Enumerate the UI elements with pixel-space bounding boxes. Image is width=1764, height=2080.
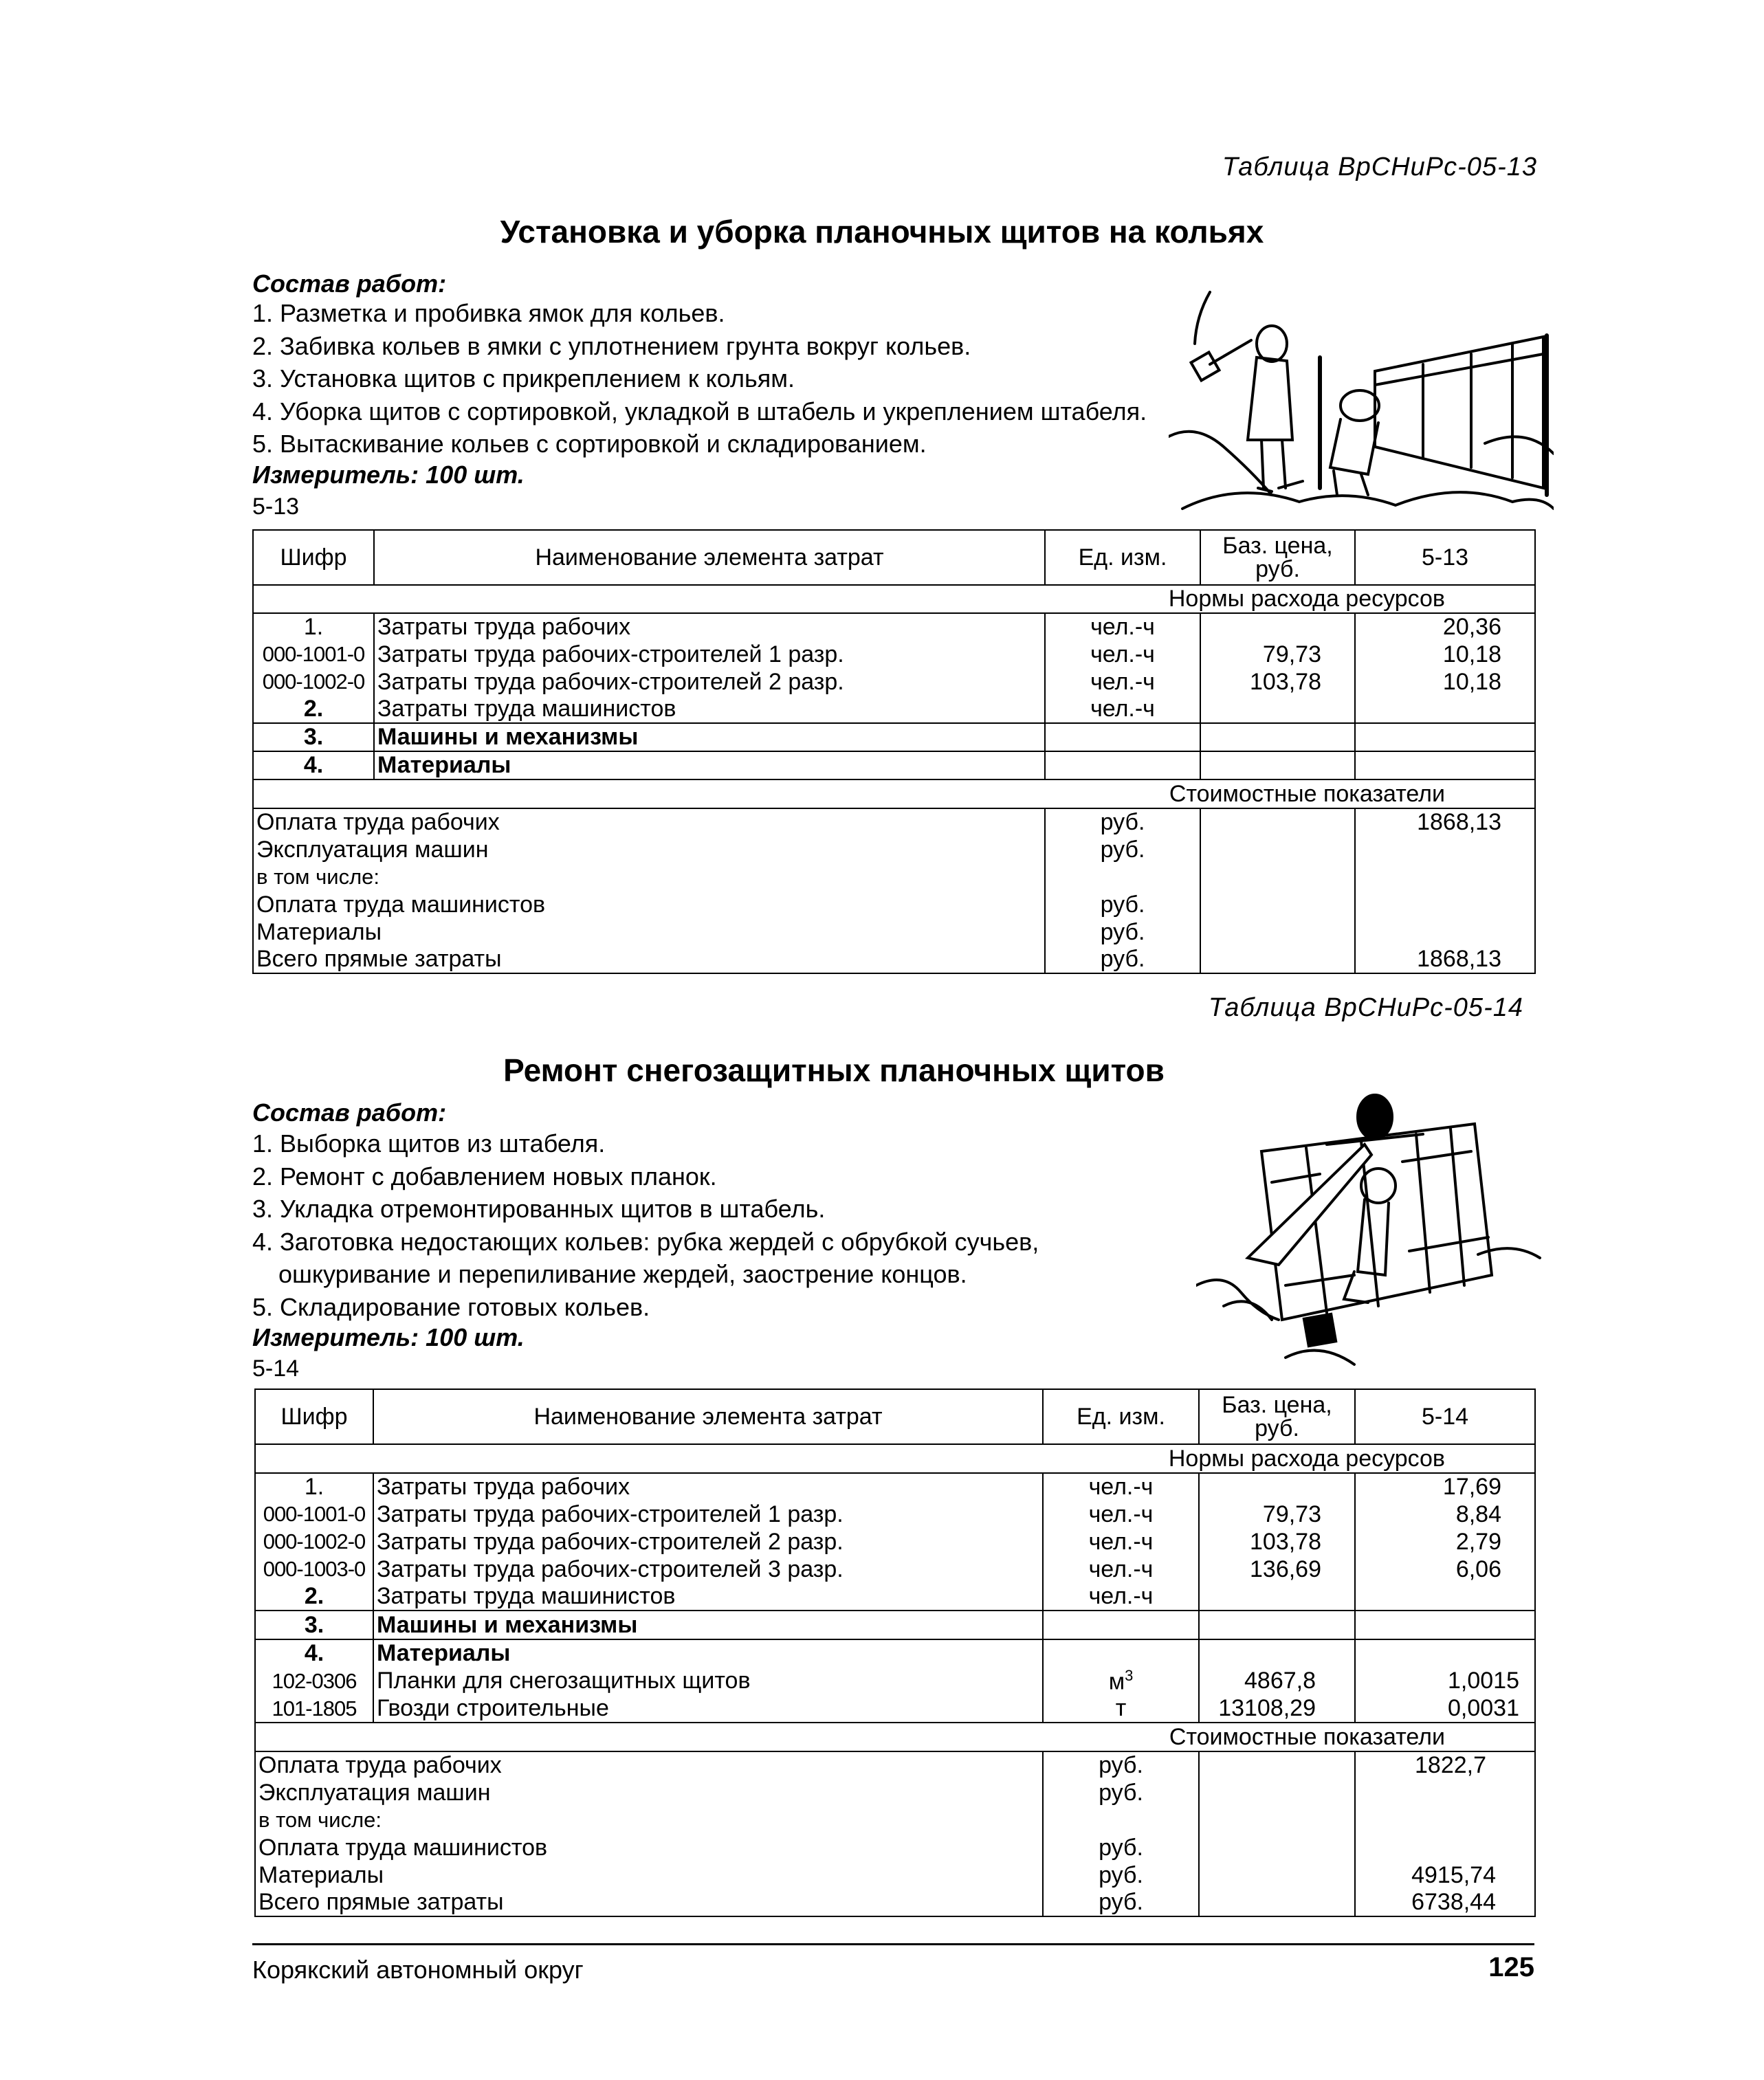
table-row	[253, 641, 1535, 668]
row-code: 2.	[253, 696, 374, 723]
empty-cell	[1043, 1611, 1199, 1639]
row-price: 79,73	[1199, 1501, 1355, 1528]
cost-unit: руб.	[1045, 946, 1200, 973]
empty-cell	[1043, 1639, 1199, 1667]
row-unit: т	[1043, 1695, 1199, 1723]
row-price	[1200, 696, 1355, 723]
empty-cell	[1199, 1639, 1355, 1667]
band-costs: Стоимостные показатели	[255, 1723, 1535, 1751]
empty-cell	[1199, 1751, 1355, 1779]
measure-unit: Измеритель: 100 шт.	[252, 1323, 525, 1351]
row-code: 000-1001-0	[253, 641, 374, 668]
row-code: 102-0306	[255, 1667, 373, 1695]
row-name: Затраты труда рабочих-строителей 3 разр.	[373, 1556, 1043, 1583]
row-name: Материалы	[374, 751, 1045, 779]
cost-row	[253, 863, 1535, 891]
cost-name: Оплата труда рабочих	[253, 808, 1045, 836]
row-price: 103,78	[1200, 668, 1355, 696]
row-unit: чел.-ч	[1045, 613, 1200, 641]
col-header-code: Шифр	[255, 1389, 373, 1444]
col-header-unit: Ед. изм.	[1045, 530, 1200, 585]
empty-cell	[1200, 751, 1355, 779]
empty-cell	[1200, 946, 1355, 973]
table-row	[255, 1501, 1535, 1528]
empty-cell	[1355, 751, 1535, 779]
work-item: 1. Выборка щитов из штабеля.	[252, 1129, 606, 1158]
work-list	[252, 1127, 1039, 1323]
cost-name: Эксплуатация машин	[253, 836, 1045, 863]
section-title: Установка и уборка планочных щитов на кольях	[500, 214, 1264, 250]
empty-cell	[1200, 918, 1355, 946]
measure-unit: Измеритель: 100 шт.	[252, 461, 525, 489]
row-code: 000-1002-0	[253, 668, 374, 696]
page-number: 125	[1488, 1952, 1534, 1982]
row-name: Гвозди строительные	[373, 1695, 1043, 1723]
row-value: 20,36	[1355, 613, 1535, 641]
cost-value: 4915,74	[1355, 1861, 1535, 1889]
col-header-norm: 5-14	[1355, 1389, 1535, 1444]
cost-name: Материалы	[253, 918, 1045, 946]
row-value: 1,0015	[1355, 1667, 1535, 1695]
norms-table	[254, 1388, 1536, 1917]
row-code: 000-1003-0	[255, 1556, 373, 1583]
row-code: 1.	[253, 613, 374, 641]
row-value	[1355, 696, 1535, 723]
work-item: 2. Ремонт с добавлением новых планок.	[252, 1162, 717, 1191]
cost-name: Эксплуатация машин	[255, 1779, 1043, 1806]
table-row	[255, 1528, 1535, 1556]
row-price: 4867,8	[1199, 1667, 1355, 1695]
work-composition-label: Состав работ:	[252, 1098, 447, 1127]
row-code: 4.	[253, 751, 374, 779]
row-price: 79,73	[1200, 641, 1355, 668]
row-name: Машины и механизмы	[374, 723, 1045, 751]
empty-cell	[1199, 1861, 1355, 1889]
work-item	[252, 1258, 1039, 1291]
table-row	[255, 1473, 1535, 1501]
row-unit: чел.-ч	[1043, 1556, 1199, 1583]
table-caption: Таблица ВрСНиРс-05-13	[1222, 153, 1537, 181]
band-norms: Нормы расхода ресурсов	[253, 585, 1535, 613]
cost-value	[1355, 891, 1535, 918]
row-code: 4.	[255, 1639, 373, 1667]
empty-cell	[1045, 723, 1200, 751]
row-value: 2,79	[1355, 1528, 1535, 1556]
cost-row	[255, 1806, 1535, 1834]
row-unit: чел.-ч	[1045, 641, 1200, 668]
col-header-price: Баз. цена, руб.	[1200, 530, 1355, 585]
cost-name: Всего прямые затраты	[255, 1889, 1043, 1916]
empty-cell	[1199, 1806, 1355, 1834]
workers-installing-fence-illustration	[1169, 275, 1554, 529]
empty-cell	[1355, 1639, 1535, 1667]
table-row-materials	[255, 1639, 1535, 1667]
row-unit: чел.-ч	[1045, 696, 1200, 723]
cost-row	[253, 891, 1535, 918]
cost-value	[1355, 1834, 1535, 1861]
work-item-continuation: ошкуривание и перепиливание жердей, заострение концов.	[278, 1260, 967, 1288]
cost-name: в том числе:	[253, 863, 1045, 891]
unit-text: м	[1108, 1668, 1125, 1695]
work-item: 1. Разметка и пробивка ямок для кольев.	[252, 299, 725, 327]
row-price	[1199, 1473, 1355, 1501]
material-row	[255, 1667, 1535, 1695]
cost-value	[1355, 863, 1535, 891]
col-header-unit: Ед. изм.	[1043, 1389, 1199, 1444]
empty-cell	[1045, 751, 1200, 779]
cost-unit: руб.	[1043, 1779, 1199, 1806]
footer-rule	[252, 1943, 1534, 1945]
cost-row	[255, 1751, 1535, 1779]
empty-cell	[1199, 1834, 1355, 1861]
col-header-price: Баз. цена, руб.	[1199, 1389, 1355, 1444]
work-item: 3. Установка щитов с прикреплением к кольям.	[252, 364, 795, 392]
cost-value: 6738,44	[1355, 1889, 1535, 1916]
row-value: 10,18	[1355, 641, 1535, 668]
cost-unit: руб.	[1043, 1751, 1199, 1779]
row-price	[1199, 1583, 1355, 1611]
row-value: 6,06	[1355, 1556, 1535, 1583]
cost-name: Оплата труда машинистов	[255, 1834, 1043, 1861]
cost-unit: руб.	[1045, 891, 1200, 918]
cost-unit: руб.	[1043, 1834, 1199, 1861]
col-header-norm: 5-13	[1355, 530, 1535, 585]
row-unit	[1043, 1667, 1199, 1695]
cost-name: в том числе:	[255, 1806, 1043, 1834]
cost-name: Материалы	[255, 1861, 1043, 1889]
norms-table	[252, 529, 1536, 974]
row-value: 8,84	[1355, 1501, 1535, 1528]
row-price: 136,69	[1199, 1556, 1355, 1583]
row-unit: чел.-ч	[1043, 1528, 1199, 1556]
empty-cell	[1199, 1889, 1355, 1916]
row-unit: чел.-ч	[1043, 1583, 1199, 1611]
band-costs: Стоимостные показатели	[253, 779, 1535, 808]
row-code: 3.	[253, 723, 374, 751]
table-row	[255, 1556, 1535, 1583]
row-code: 1.	[255, 1473, 373, 1501]
cost-row	[255, 1834, 1535, 1861]
row-name: Планки для снегозащитных щитов	[373, 1667, 1043, 1695]
cost-row	[253, 836, 1535, 863]
row-price: 103,78	[1199, 1528, 1355, 1556]
row-code: 000-1001-0	[255, 1501, 373, 1528]
row-unit: чел.-ч	[1043, 1473, 1199, 1501]
row-price: 13108,29	[1199, 1695, 1355, 1723]
cost-value	[1355, 1779, 1535, 1806]
col-header-name: Наименование элемента затрат	[373, 1389, 1043, 1444]
row-name: Затраты труда рабочих-строителей 1 разр.	[374, 641, 1045, 668]
workers-repairing-fence-illustration	[1196, 1086, 1554, 1375]
cost-unit: руб.	[1045, 918, 1200, 946]
empty-cell	[1199, 1779, 1355, 1806]
band-row-costs	[253, 779, 1535, 808]
table-header-row	[253, 530, 1535, 585]
section-title: Ремонт снегозащитных планочных щитов	[503, 1052, 1165, 1088]
table-row-machines	[253, 723, 1535, 751]
empty-cell	[1200, 891, 1355, 918]
empty-cell	[1200, 863, 1355, 891]
cost-row	[255, 1861, 1535, 1889]
col-header-code: Шифр	[253, 530, 374, 585]
norm-code: 5-14	[252, 1356, 300, 1382]
empty-cell	[1355, 723, 1535, 751]
footer-region-name: Корякский автономный округ	[252, 1956, 584, 1984]
cost-name: Всего прямые затраты	[253, 946, 1045, 973]
table-header-row	[255, 1389, 1535, 1444]
cost-unit: руб.	[1045, 808, 1200, 836]
work-item: 5. Вытаскивание кольев с сортировкой и складированием.	[252, 430, 927, 458]
empty-cell	[1200, 723, 1355, 751]
table-row	[253, 696, 1535, 723]
band-norms: Нормы расхода ресурсов	[255, 1444, 1535, 1473]
cost-name: Оплата труда рабочих	[255, 1751, 1043, 1779]
cost-name: Оплата труда машинистов	[253, 891, 1045, 918]
band-row-norms	[255, 1444, 1535, 1473]
row-unit: чел.-ч	[1045, 668, 1200, 696]
row-name: Затраты труда рабочих	[374, 613, 1045, 641]
cost-value	[1355, 1806, 1535, 1834]
col-header-name: Наименование элемента затрат	[374, 530, 1045, 585]
row-name: Затраты труда машинистов	[374, 696, 1045, 723]
row-code: 101-1805	[255, 1695, 373, 1723]
row-value	[1355, 1583, 1535, 1611]
table-row	[255, 1583, 1535, 1611]
cost-row	[253, 808, 1535, 836]
work-list	[252, 297, 1147, 461]
row-value: 10,18	[1355, 668, 1535, 696]
row-code: 000-1002-0	[255, 1528, 373, 1556]
row-name: Затраты труда рабочих-строителей 2 разр.	[373, 1528, 1043, 1556]
row-code: 2.	[255, 1583, 373, 1611]
cost-value: 1868,13	[1355, 808, 1535, 836]
unit-superscript: 3	[1125, 1667, 1134, 1684]
cost-unit: руб.	[1045, 836, 1200, 863]
empty-cell	[1199, 1611, 1355, 1639]
row-name: Затраты труда рабочих-строителей 1 разр.	[373, 1501, 1043, 1528]
cost-unit: руб.	[1043, 1861, 1199, 1889]
cost-value	[1355, 918, 1535, 946]
row-name: Машины и механизмы	[373, 1611, 1043, 1639]
row-name: Затраты труда рабочих	[373, 1473, 1043, 1501]
cost-row-total	[253, 946, 1535, 973]
row-name: Затраты труда машинистов	[373, 1583, 1043, 1611]
table-row	[253, 613, 1535, 641]
norm-code: 5-13	[252, 494, 300, 520]
empty-cell	[1200, 808, 1355, 836]
table-row	[253, 668, 1535, 696]
cost-row	[255, 1779, 1535, 1806]
band-row-costs	[255, 1723, 1535, 1751]
table-row-machines	[255, 1611, 1535, 1639]
cost-row-total	[255, 1889, 1535, 1916]
work-item: 2. Забивка кольев в ямки с уплотнением грунта вокруг кольев.	[252, 331, 971, 360]
row-name: Затраты труда рабочих-строителей 2 разр.	[374, 668, 1045, 696]
row-price	[1200, 613, 1355, 641]
work-item: 4. Заготовка недостающих кольев: рубка жердей с обрубкой сучьев,	[252, 1227, 1039, 1256]
work-composition-label: Состав работ:	[252, 269, 447, 298]
cost-unit: руб.	[1043, 1889, 1199, 1916]
empty-cell	[1355, 1611, 1535, 1639]
work-item: 3. Укладка отремонтированных щитов в штабель.	[252, 1195, 826, 1223]
work-item: 4. Уборка щитов с сортировкой, укладкой в штабель и укреплением штабеля.	[252, 397, 1147, 425]
table-row-materials	[253, 751, 1535, 779]
row-value: 17,69	[1355, 1473, 1535, 1501]
row-code: 3.	[255, 1611, 373, 1639]
empty-cell	[1200, 836, 1355, 863]
row-name: Материалы	[373, 1639, 1043, 1667]
row-value: 0,0031	[1355, 1695, 1535, 1723]
work-item: 5. Складирование готовых кольев.	[252, 1292, 650, 1321]
cost-unit	[1045, 863, 1200, 891]
cost-value: 1822,7	[1355, 1751, 1535, 1779]
material-row	[255, 1695, 1535, 1723]
cost-unit	[1043, 1806, 1199, 1834]
cost-row	[253, 918, 1535, 946]
row-unit: чел.-ч	[1043, 1501, 1199, 1528]
cost-value	[1355, 836, 1535, 863]
table-caption: Таблица ВрСНиРс-05-14	[1208, 993, 1523, 1022]
band-row-norms	[253, 585, 1535, 613]
cost-value: 1868,13	[1355, 946, 1535, 973]
